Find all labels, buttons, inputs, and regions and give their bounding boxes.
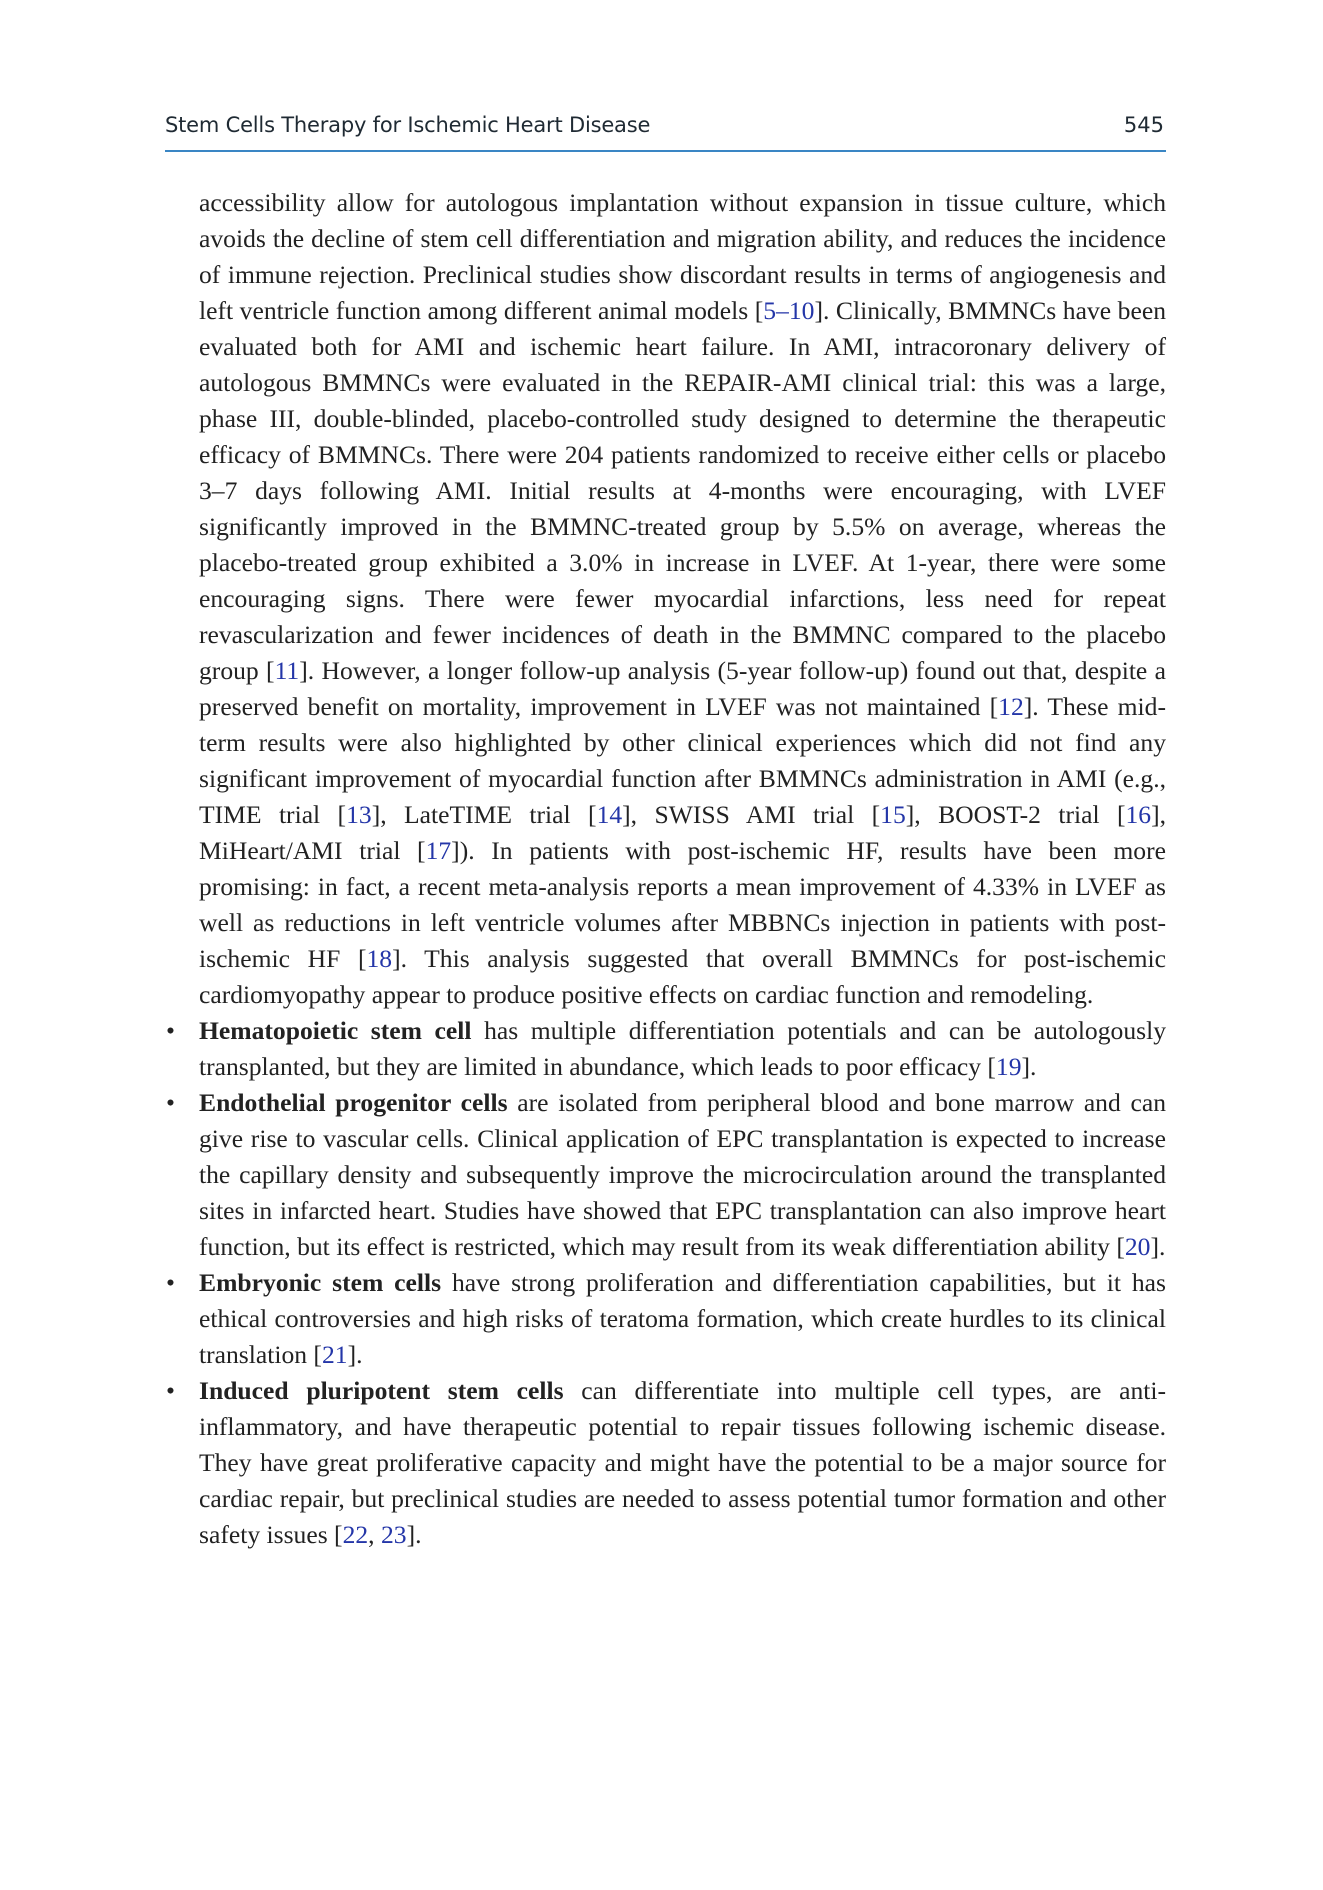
paragraph-text: ]. These mid-term results were also highlighted by other clinical experiences which did not find any significant improvement of myocardial function after BMMNCs administration in AMI (e.g., TIME trial [ <box>199 692 1166 829</box>
bullet-icon: • <box>166 1088 175 1117</box>
running-header <box>165 110 1166 152</box>
paragraph-text: ], LateTIME trial [ <box>371 800 597 829</box>
citation-link[interactable]: 23 <box>380 1520 407 1549</box>
citation-link[interactable]: 17 <box>425 836 452 865</box>
citation-link[interactable]: 21 <box>321 1340 348 1369</box>
bullet-text: are isolated from peripheral blood and bone marrow and can give rise to vascular cells. Clinical application of EPC transplantation is expected to increase the capillary density and subsequently improve the microcirculation around the transplanted sites in infarcted heart. Studies have showed that EPC transplantation can also improve heart function, but its effect is restricted, which may result from its weak differentiation ability [ <box>199 1088 1166 1261</box>
citation-link[interactable]: 11 <box>274 656 300 685</box>
list-item-hematopoietic <box>165 1013 1166 1085</box>
bmmnc-paragraph <box>199 185 1166 1013</box>
page-number: 545 <box>1123 113 1164 137</box>
paragraph-text: ], BOOST-2 trial [ <box>905 800 1126 829</box>
bullet-term: Endothelial progenitor cells <box>199 1088 508 1117</box>
bullet-text: have strong proliferation and differentiation capabilities, but it has ethical controversies and high risks of teratoma formation, which create hurdles to its clinical translation [ <box>199 1268 1166 1369</box>
citation-link[interactable]: 14 <box>596 800 623 829</box>
bullet-text: , <box>368 1520 381 1549</box>
paragraph-text: ]. This analysis suggested that overall BMMNCs for post-ischemic cardiomyopathy appear to produce positive effects on cardiac function and remodeling. <box>199 944 1166 1009</box>
bullet-term: Hematopoietic stem cell <box>199 1016 472 1045</box>
paragraph-text: ]. Clinically, BMMNCs have been evaluated both for AMI and ischemic heart failure. In AMI, intracoronary delivery of autologous BMMNCs were evaluated in the REPAIR-AMI clinical trial: this was a large, phase III, double-blinded, placebo-controlled study designed to determine the therapeutic efficacy of BMMNCs. There were 204 patients randomized to receive either cells or placebo 3–7 days following AMI. Initial results at 4-months were encouraging, with LVEF significantly improved in the BMMNC-treated group by 5.5% on average, whereas the placebo-treated group exhibited a 3.0% in increase in LVEF. At 1-year, there were some encouraging signs. There were fewer myocardial infarctions, less need for repeat revascularization and fewer incidences of death in the BMMNC compared to the placebo group [ <box>199 296 1166 685</box>
bullet-text: ]. <box>406 1520 422 1549</box>
bullet-term: Induced pluripotent stem cells <box>199 1376 564 1405</box>
paragraph-text: ]. However, a longer follow-up analysis (5-year follow-up) found out that, despite a preserved benefit on mortality, improvement in LVEF was not maintained [ <box>199 656 1166 721</box>
body-text <box>165 185 1166 1553</box>
citation-link[interactable]: 13 <box>346 800 372 829</box>
bullet-text: ]. <box>1150 1232 1166 1261</box>
bullet-icon: • <box>166 1016 175 1045</box>
stem-cell-list <box>165 1013 1166 1553</box>
citation-link[interactable]: 18 <box>366 944 393 973</box>
bullet-text: ]. <box>347 1340 363 1369</box>
paragraph-text: ]). In patients with post-ischemic HF, results have been more promising: in fact, a recent meta-analysis reports a mean improvement of 4.33% in LVEF as well as reductions in left ventricle volumes after MBBNCs injection in patients with post-ischemic HF [ <box>199 836 1166 973</box>
bullet-term: Embryonic stem cells <box>199 1268 442 1297</box>
citation-link[interactable]: 16 <box>1125 800 1152 829</box>
list-item-endothelial <box>165 1085 1166 1265</box>
citation-link[interactable]: 5–10 <box>763 296 815 325</box>
citation-link[interactable]: 22 <box>342 1520 369 1549</box>
bullet-text: can differentiate into multiple cell types, are anti-inflammatory, and have therapeutic potential to repair tissues following ischemic disease. They have great proliferative capacity and might have the potential to be a major source for cardiac repair, but preclinical studies are needed to assess potential tumor formation and other safety issues [ <box>199 1376 1166 1549</box>
paragraph-text: ], MiHeart/AMI trial [ <box>199 800 1166 865</box>
bullet-text: ]. <box>1021 1052 1037 1081</box>
citation-link[interactable]: 15 <box>880 800 906 829</box>
bullet-icon: • <box>166 1268 175 1297</box>
citation-link[interactable]: 20 <box>1124 1232 1151 1261</box>
citation-link[interactable]: 19 <box>995 1052 1022 1081</box>
paragraph-text: accessibility allow for autologous implantation without expansion in tissue culture, which avoids the decline of stem cell differentiation and migration ability, and reduces the incidence of immune rejection. Preclinical studies show discordant results in terms of angiogenesis and left ventricle function among different animal models [ <box>199 188 1166 325</box>
paragraph-text: ], SWISS AMI trial [ <box>622 800 881 829</box>
list-item-embryonic <box>165 1265 1166 1373</box>
bullet-icon: • <box>166 1376 175 1405</box>
bullet-text: has multiple differentiation potentials and can be autologously transplanted, but they are limited in abundance, which leads to poor efficacy [ <box>199 1016 1166 1081</box>
citation-link[interactable]: 12 <box>998 692 1024 721</box>
list-item-ipsc <box>165 1373 1166 1553</box>
running-title: Stem Cells Therapy for Ischemic Heart Disease <box>165 113 651 137</box>
